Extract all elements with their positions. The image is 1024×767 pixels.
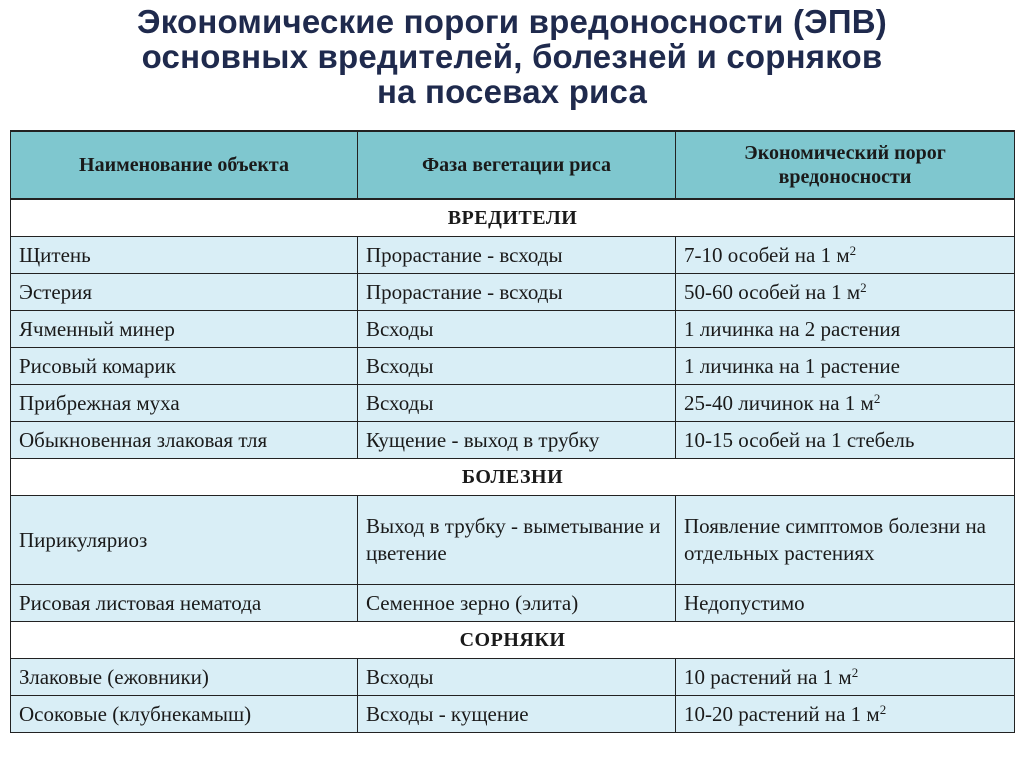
table-row (11, 696, 1015, 733)
unit-exponent: 2 (851, 665, 859, 680)
table-row (11, 311, 1015, 348)
section-title: ВРЕДИТЕЛИ (11, 199, 1015, 237)
table-row (11, 237, 1015, 274)
cell-threshold (676, 274, 1015, 311)
section-title: БОЛЕЗНИ (11, 459, 1015, 496)
cell-phase: Всходы (358, 659, 676, 696)
header-phase: Фаза вегетации риса (358, 131, 676, 199)
table-body (11, 199, 1015, 733)
section-row (11, 199, 1015, 237)
cell-phase: Всходы - кущение (358, 696, 676, 733)
title-line-1: Экономические пороги вредоносности (ЭПВ) (137, 3, 887, 40)
cell-object: Злаковые (ежовники) (11, 659, 358, 696)
cell-threshold (676, 422, 1015, 459)
cell-threshold (676, 696, 1015, 733)
cell-object: Пирикуляриоз (11, 496, 358, 585)
cell-object: Осоковые (клубнекамыш) (11, 696, 358, 733)
cell-object: Ячменный минер (11, 311, 358, 348)
table-row (11, 348, 1015, 385)
cell-threshold (676, 496, 1015, 585)
cell-object: Эстерия (11, 274, 358, 311)
cell-object: Щитень (11, 237, 358, 274)
cell-phase: Семенное зерно (элита) (358, 585, 676, 622)
threshold-text: 10-20 растений на 1 м (684, 702, 880, 726)
header-threshold: Экономический порог вредоносности (676, 131, 1015, 199)
page-title (0, 4, 1024, 109)
section-row (11, 622, 1015, 659)
cell-threshold (676, 659, 1015, 696)
section-title: СОРНЯКИ (11, 622, 1015, 659)
cell-phase: Кущение - выход в трубку (358, 422, 676, 459)
title-line-2: основных вредителей, болезней и сорняков (141, 38, 883, 75)
cell-phase: Всходы (358, 311, 676, 348)
cell-object: Рисовый комарик (11, 348, 358, 385)
cell-object: Прибрежная муха (11, 385, 358, 422)
title-line-3: на посевах риса (376, 73, 648, 110)
unit-exponent: 2 (849, 243, 857, 258)
table-row (11, 496, 1015, 585)
threshold-text: Недопустимо (684, 591, 805, 615)
table-row (11, 422, 1015, 459)
unit-exponent: 2 (860, 280, 867, 295)
threshold-text: 25-40 личинок на 1 м (684, 391, 874, 415)
table-row (11, 585, 1015, 622)
table-row (11, 385, 1015, 422)
threshold-text: 10-15 особей на 1 стебель (684, 428, 915, 452)
table-row (11, 659, 1015, 696)
threshold-text: 10 растений на 1 м (684, 665, 852, 689)
threshold-table (10, 130, 1015, 733)
cell-threshold (676, 311, 1015, 348)
cell-phase: Всходы (358, 385, 676, 422)
cell-threshold (676, 348, 1015, 385)
threshold-text: 7-10 особей на 1 м (684, 243, 850, 267)
table-header-row (11, 131, 1015, 199)
section-row (11, 459, 1015, 496)
threshold-text: 50-60 особей на 1 м (684, 280, 861, 304)
cell-object: Рисовая листовая нематода (11, 585, 358, 622)
threshold-text: 1 личинка на 2 растения (684, 317, 901, 341)
cell-phase: Прорастание - всходы (358, 237, 676, 274)
cell-phase: Выход в трубку - выметывание и цветение (358, 496, 676, 585)
cell-phase: Всходы (358, 348, 676, 385)
cell-phase: Прорастание - всходы (358, 274, 676, 311)
cell-object: Обыкновенная злаковая тля (11, 422, 358, 459)
cell-threshold (676, 585, 1015, 622)
table-row (11, 274, 1015, 311)
header-object: Наименование объекта (11, 131, 358, 199)
cell-threshold (676, 237, 1015, 274)
threshold-text: 1 личинка на 1 растение (684, 354, 900, 378)
unit-exponent: 2 (873, 391, 881, 406)
cell-threshold (676, 385, 1015, 422)
unit-exponent: 2 (879, 702, 887, 717)
threshold-text: Появление симптомов болезни на отдельных растениях (684, 514, 986, 565)
